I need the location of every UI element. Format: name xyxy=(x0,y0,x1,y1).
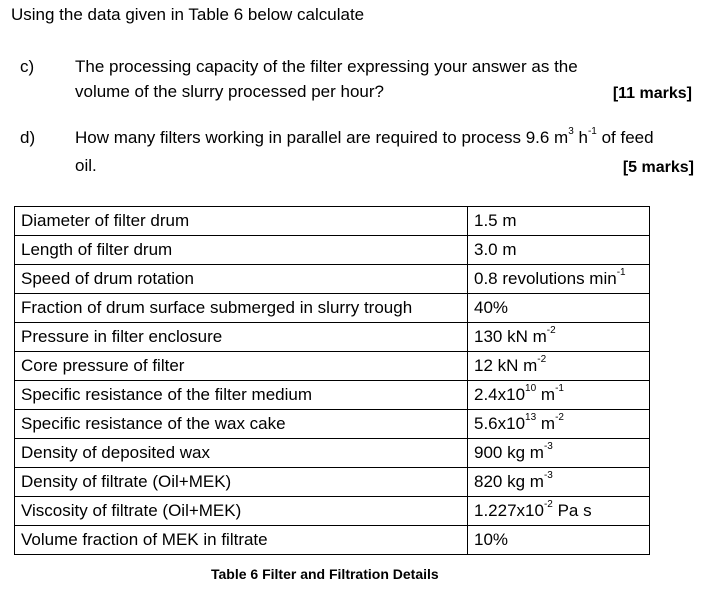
question-d xyxy=(0,126,710,178)
intro-text: Using the data given in Table 6 below calculate xyxy=(11,5,365,24)
question-c-line2: volume of the slurry processed per hour? xyxy=(75,82,384,101)
table-row xyxy=(15,497,650,526)
parameter-cell: Speed of drum rotation xyxy=(15,265,468,294)
parameter-cell: Specific resistance of the wax cake xyxy=(15,410,468,439)
table-row xyxy=(15,236,650,265)
table-caption: Table 6 Filter and Filtration Details xyxy=(211,566,439,582)
table-row xyxy=(15,207,650,236)
question-d-label: d) xyxy=(20,128,36,147)
parameter-cell: Length of filter drum xyxy=(15,236,468,265)
parameter-cell: Specific resistance of the filter medium xyxy=(15,381,468,410)
filter-data-table xyxy=(14,206,650,555)
value-cell: $1.227x10^{-2}$ Pa s xyxy=(468,497,650,526)
value-cell: 40% xyxy=(468,294,650,323)
parameter-cell: Diameter of filter drum xyxy=(15,207,468,236)
table-row xyxy=(15,294,650,323)
table-row xyxy=(15,265,650,294)
question-d-line1: How many filters working in parallel are required to process 9.6 $m^3$ $h^{-1}$ of feed xyxy=(75,126,654,147)
parameter-cell: Fraction of drum surface submerged in slurry trough xyxy=(15,294,468,323)
value-cell: 130 kN $m^{-2}$ xyxy=(468,323,650,352)
value-cell: 0.8 revolutions $\min^{-1}$ xyxy=(468,265,650,294)
question-c-line1: The processing capacity of the filter expressing your answer as the xyxy=(75,57,578,76)
value-cell: 900 kg $m^{-3}$ xyxy=(468,439,650,468)
value-cell: $2.4x10^{10}$ $m^{-1}$ xyxy=(468,381,650,410)
parameter-cell: Viscosity of filtrate (Oil+MEK) xyxy=(15,497,468,526)
table-row xyxy=(15,323,650,352)
question-c-marks: [11 marks] xyxy=(612,85,692,102)
table-row xyxy=(15,410,650,439)
value-cell: 10% xyxy=(468,526,650,555)
table-row xyxy=(15,439,650,468)
parameter-cell: Volume fraction of MEK in filtrate xyxy=(15,526,468,555)
table-row xyxy=(15,352,650,381)
value-cell: 12 kN $m^{-2}$ xyxy=(468,352,650,381)
question-d-marks: [5 marks] xyxy=(622,159,694,176)
parameter-cell: Core pressure of filter xyxy=(15,352,468,381)
table-row xyxy=(15,381,650,410)
parameter-cell: Density of deposited wax xyxy=(15,439,468,468)
value-cell: $5.6x10^{13}$ $m^{-2}$ xyxy=(468,410,650,439)
question-c-label: c) xyxy=(20,57,35,76)
question-d-line2: oil. xyxy=(75,156,97,175)
parameter-cell: Pressure in filter enclosure xyxy=(15,323,468,352)
table-row xyxy=(15,526,650,555)
parameter-cell: Density of filtrate (Oil+MEK) xyxy=(15,468,468,497)
value-cell: 3.0 m xyxy=(468,236,650,265)
question-c xyxy=(0,55,710,107)
table-row xyxy=(15,468,650,497)
value-cell: 1.5 m xyxy=(468,207,650,236)
value-cell: 820 kg $m^{-3}$ xyxy=(468,468,650,497)
